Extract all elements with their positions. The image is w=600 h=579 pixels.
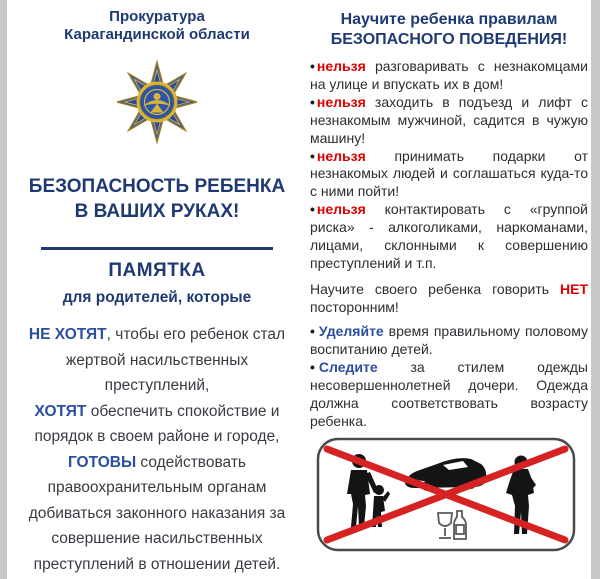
memo-subtitle: для родителей, которые xyxy=(62,289,252,306)
bullet-icon: • xyxy=(310,93,315,110)
left-column xyxy=(16,0,298,579)
divider-line xyxy=(41,247,273,250)
statement-keyword: ХОТЯТ xyxy=(34,402,87,420)
org-name xyxy=(16,8,298,44)
bullet-icon: • xyxy=(310,58,315,74)
rule-item xyxy=(310,201,588,273)
scan-edge-right xyxy=(591,0,600,579)
prosecutor-star-emblem-icon xyxy=(117,58,197,146)
advice-text: время правильному половому воспитанию детей. xyxy=(310,323,588,357)
say-no-keyword: НЕТ xyxy=(560,281,588,297)
rule-item xyxy=(310,148,588,202)
advice-text: за стилем одежды несовершеннолетней дочери. Одежда должна соответствовать возрасту ребенка. xyxy=(310,359,588,429)
statement-text: , чтобы его ребенок стал жертвой насильственных преступлений, xyxy=(65,326,286,394)
page-title xyxy=(16,174,298,224)
org-name-line1: Прокуратура xyxy=(109,8,205,25)
say-no-before: Научите своего ребенка говорить xyxy=(310,281,560,297)
page-title-line1: БЕЗОПАСНОСТЬ РЕБЕНКА xyxy=(28,176,286,197)
rule-text: заходить в подъезд и лифт с незнакомым мужчиной, садится в чужую машину! xyxy=(310,93,588,146)
rules-list xyxy=(310,58,588,273)
statement-keyword: НЕ ХОТЯТ xyxy=(28,326,107,343)
rule-keyword: нельзя xyxy=(316,93,366,110)
statement-item xyxy=(16,450,298,578)
rule-item xyxy=(310,58,588,94)
scan-edge-left xyxy=(0,0,7,579)
statement-text: содействовать правоохранительным органам добиваться законного наказания за совершение насильственных преступлений в отношении детей. xyxy=(28,453,286,573)
advice-item xyxy=(310,358,588,430)
advice-keyword: Следите xyxy=(318,359,378,375)
rules-heading-line1: Научите ребенка правилам xyxy=(340,11,558,28)
emblem xyxy=(16,58,298,146)
say-no-after: посторонним! xyxy=(310,299,399,315)
advice-item xyxy=(310,322,588,358)
statement-item xyxy=(16,399,298,450)
rule-keyword: нельзя xyxy=(316,58,366,74)
parents-statements xyxy=(16,322,298,577)
rule-keyword: нельзя xyxy=(316,201,366,218)
rule-text: контактировать с «группой риска» - алкоголиками, наркоманами, лицами, склонными к совершению преступлений и т.п. xyxy=(310,201,588,271)
rule-text: разговаривать с незнакомцами на улице и впускать их в дом! xyxy=(310,58,588,92)
org-name-line2: Карагандинской области xyxy=(64,26,250,43)
prohibition-pictogram xyxy=(315,436,577,553)
bullet-icon: • xyxy=(310,323,315,339)
advice-keyword: Уделяйте xyxy=(318,323,384,339)
say-no-text xyxy=(310,280,588,316)
statement-text: обеспечить спокойствие и порядок в своем районе и городе, xyxy=(34,402,280,445)
right-column xyxy=(310,0,588,579)
memo-title: ПАМЯТКА xyxy=(108,260,206,281)
rules-heading-line2: БЕЗОПАСНОГО ПОВЕДЕНИЯ! xyxy=(330,30,568,48)
rules-heading xyxy=(310,10,588,49)
rule-keyword: нельзя xyxy=(316,147,366,164)
rule-text: принимать подарки от незнакомых людей и соглашаться куда-то с ними пойти! xyxy=(310,147,588,200)
bullet-icon: • xyxy=(310,359,315,375)
statement-item xyxy=(16,322,298,399)
page-title-line2: В ВАШИХ РУКАХ! xyxy=(74,201,240,222)
advices-list xyxy=(310,322,588,430)
bullet-icon: • xyxy=(310,201,315,218)
statement-keyword: ГОТОВЫ xyxy=(67,453,137,471)
prohibition-image xyxy=(315,436,577,553)
bullet-icon: • xyxy=(310,147,315,164)
say-no-paragraph xyxy=(310,280,588,316)
rule-item xyxy=(310,94,588,148)
